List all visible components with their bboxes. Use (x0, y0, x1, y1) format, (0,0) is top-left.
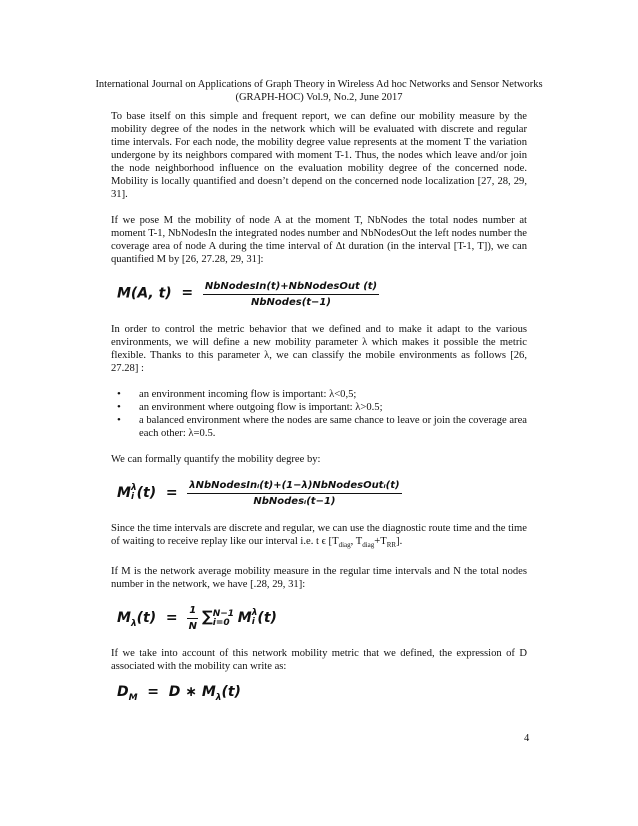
equation-lambda-denominator: NbNodesᵢ(t−1) (253, 496, 336, 508)
equation-mobility-lhs: M(A, t) (117, 285, 172, 302)
time-interval-sub-rr: RR (386, 541, 397, 550)
journal-header (60, 78, 578, 104)
equation-lambda-fraction (187, 479, 401, 508)
equation-d-lhs-base: D (117, 683, 129, 700)
equation-lambda-lhs-base: M (117, 484, 131, 501)
equation-mobility-numerator: NbNodesIn(t)+NbNodesOut (t) (203, 280, 379, 295)
environment-list (111, 388, 527, 440)
equation-average-mobility: $M_\lambda(t)$ = $\frac{1}{N}$ ∑ N−1 i=0 M λ i (t) (117, 605, 277, 633)
equation-average-term-arg: (t) (257, 609, 277, 626)
page-number: 4 (524, 733, 530, 744)
equation-average-sum-sup: N−1 (212, 608, 235, 619)
paragraph-mobility-measure: To base itself on this simple and frequent report, we can define our mobility measure by the mobility degree of the nodes in the network which will be evaluated with discrete and regular time intervals. For each node, the mobility degree value represents at the moment T the variation undergone by its neighbors compared with moment T-1. Thus, the nodes which leave and/or join the node neighborhood influence on the evaluation mobility degree of the concerned node. Mobility is locally quantified and doesn’t depend on the concerned node localization [27, 28, 29, 31]. (111, 111, 527, 201)
list-item: • an environment where outgoing flow is important: λ>0.5; (111, 401, 527, 414)
body-text (111, 110, 527, 717)
time-interval-text-c: +T (374, 536, 387, 548)
equation-average-lhs-sub: λ (130, 618, 137, 629)
equation-lambda-mobility: M λ i (t) = $\frac{\text{λNbNodesInᵢ(t)+(1−λ)NbNodesOutᵢ(t)}}{\text{NbNodesᵢ(t−1)}}$ (117, 480, 400, 508)
journal-title: International Journal on Applications of Graph Theory in Wireless Ad hoc Networks and Sensor Networks (95, 79, 543, 90)
equation-average-sum-symbol: ∑ (201, 607, 213, 626)
equation-lambda-lhs-arg: (t) (136, 484, 157, 501)
equation-lambda-lhs-sub: i (130, 491, 135, 502)
equation-d-lhs-sub: M (128, 692, 138, 703)
equation-average-lhs-arg: (t) (136, 609, 157, 626)
equation-average-term-base: M (237, 609, 252, 626)
paragraph-lambda-parameter: In order to control the metric behavior that we defined and to make it adapt to the various environments, we will define a new mobility parameter λ which makes it possible the metric flexible. Thanks to this parameter λ, we can classify the mobile environments as follows [26, 27.28] : (111, 323, 527, 374)
equation-average-term-sup: λ (251, 607, 258, 618)
equation-average-coef-num: 1 (187, 604, 198, 619)
time-interval-text-d: ]. (396, 536, 403, 548)
journal-volume: (GRAPH-HOC) Vol.9, No.2, June 2017 (235, 92, 403, 103)
equation-d-rhs-arg: (t) (221, 683, 241, 700)
paragraph-expression-d: If we take into account of this network mobility metric that we defined, the expression of D associated with the mobility can write as: (111, 647, 527, 672)
paragraph-definitions: If we pose M the mobility of node A at the moment T, NbNodes the total nodes number at moment T-1, NbNodesIn the integrated nodes number and NbNodesOut the left nodes number the coverage area of node A during the time interval of Δt duration (in the interval [T-1, T]), we can quantified M by [26, 27.28, 29, 31]: (111, 215, 527, 266)
equation-mobility-fraction (203, 280, 379, 309)
equation-average-coef-den: N (188, 621, 197, 633)
time-interval-sub-diag: diag (338, 541, 351, 550)
equation-lambda-lhs-sup: λ (130, 482, 137, 493)
paragraph-formal-quantify: We can formally quantify the mobility degree by: (111, 453, 321, 465)
equation-mobility: M(A, t) = $\frac{\text{NbNodesIn(t)+NbNodesOut (t)}}{\text{NbNodes(t−1)}}$ (117, 280, 378, 308)
paragraph-time-intervals (111, 522, 527, 552)
equation-average-lhs-base: M (117, 609, 131, 626)
equation-average-coefficient (187, 604, 198, 633)
time-interval-text-a: Since the time intervals are discrete and regular, we can use the diagnostic route time and the time of waiting to receive replay like our interval i.e. t ϵ [T (111, 523, 527, 548)
list-item: • an environment incoming flow is important: λ<0,5; (111, 388, 527, 401)
equation-d-rhs: D ∗ M (168, 683, 216, 700)
equation-lambda-numerator: λNbNodesInᵢ(t)+(1−λ)NbNodesOutᵢ(t) (187, 479, 401, 494)
time-interval-text-b: , T (350, 536, 363, 548)
equation-average-term-sub: i (251, 616, 255, 627)
time-interval-sub-diag-2: diag (362, 541, 375, 550)
equation-average-sum-sub: i=0 (212, 617, 230, 628)
equation-mobility-denominator: NbNodes(t−1) (251, 296, 331, 308)
equation-d-rhs-sub: λ (215, 692, 222, 703)
list-item: • a balanced environment where the nodes are same chance to leave or join the coverage area each other: λ=0.5. (111, 414, 527, 440)
paragraph-average-mobility: If M is the network average mobility measure in the regular time intervals and N the total nodes number in the network, we have [.28, 29, 31]: (111, 566, 527, 591)
equation-d-mobility: $D_M = D$ ∗ $M_\lambda(t)$ (117, 683, 241, 703)
